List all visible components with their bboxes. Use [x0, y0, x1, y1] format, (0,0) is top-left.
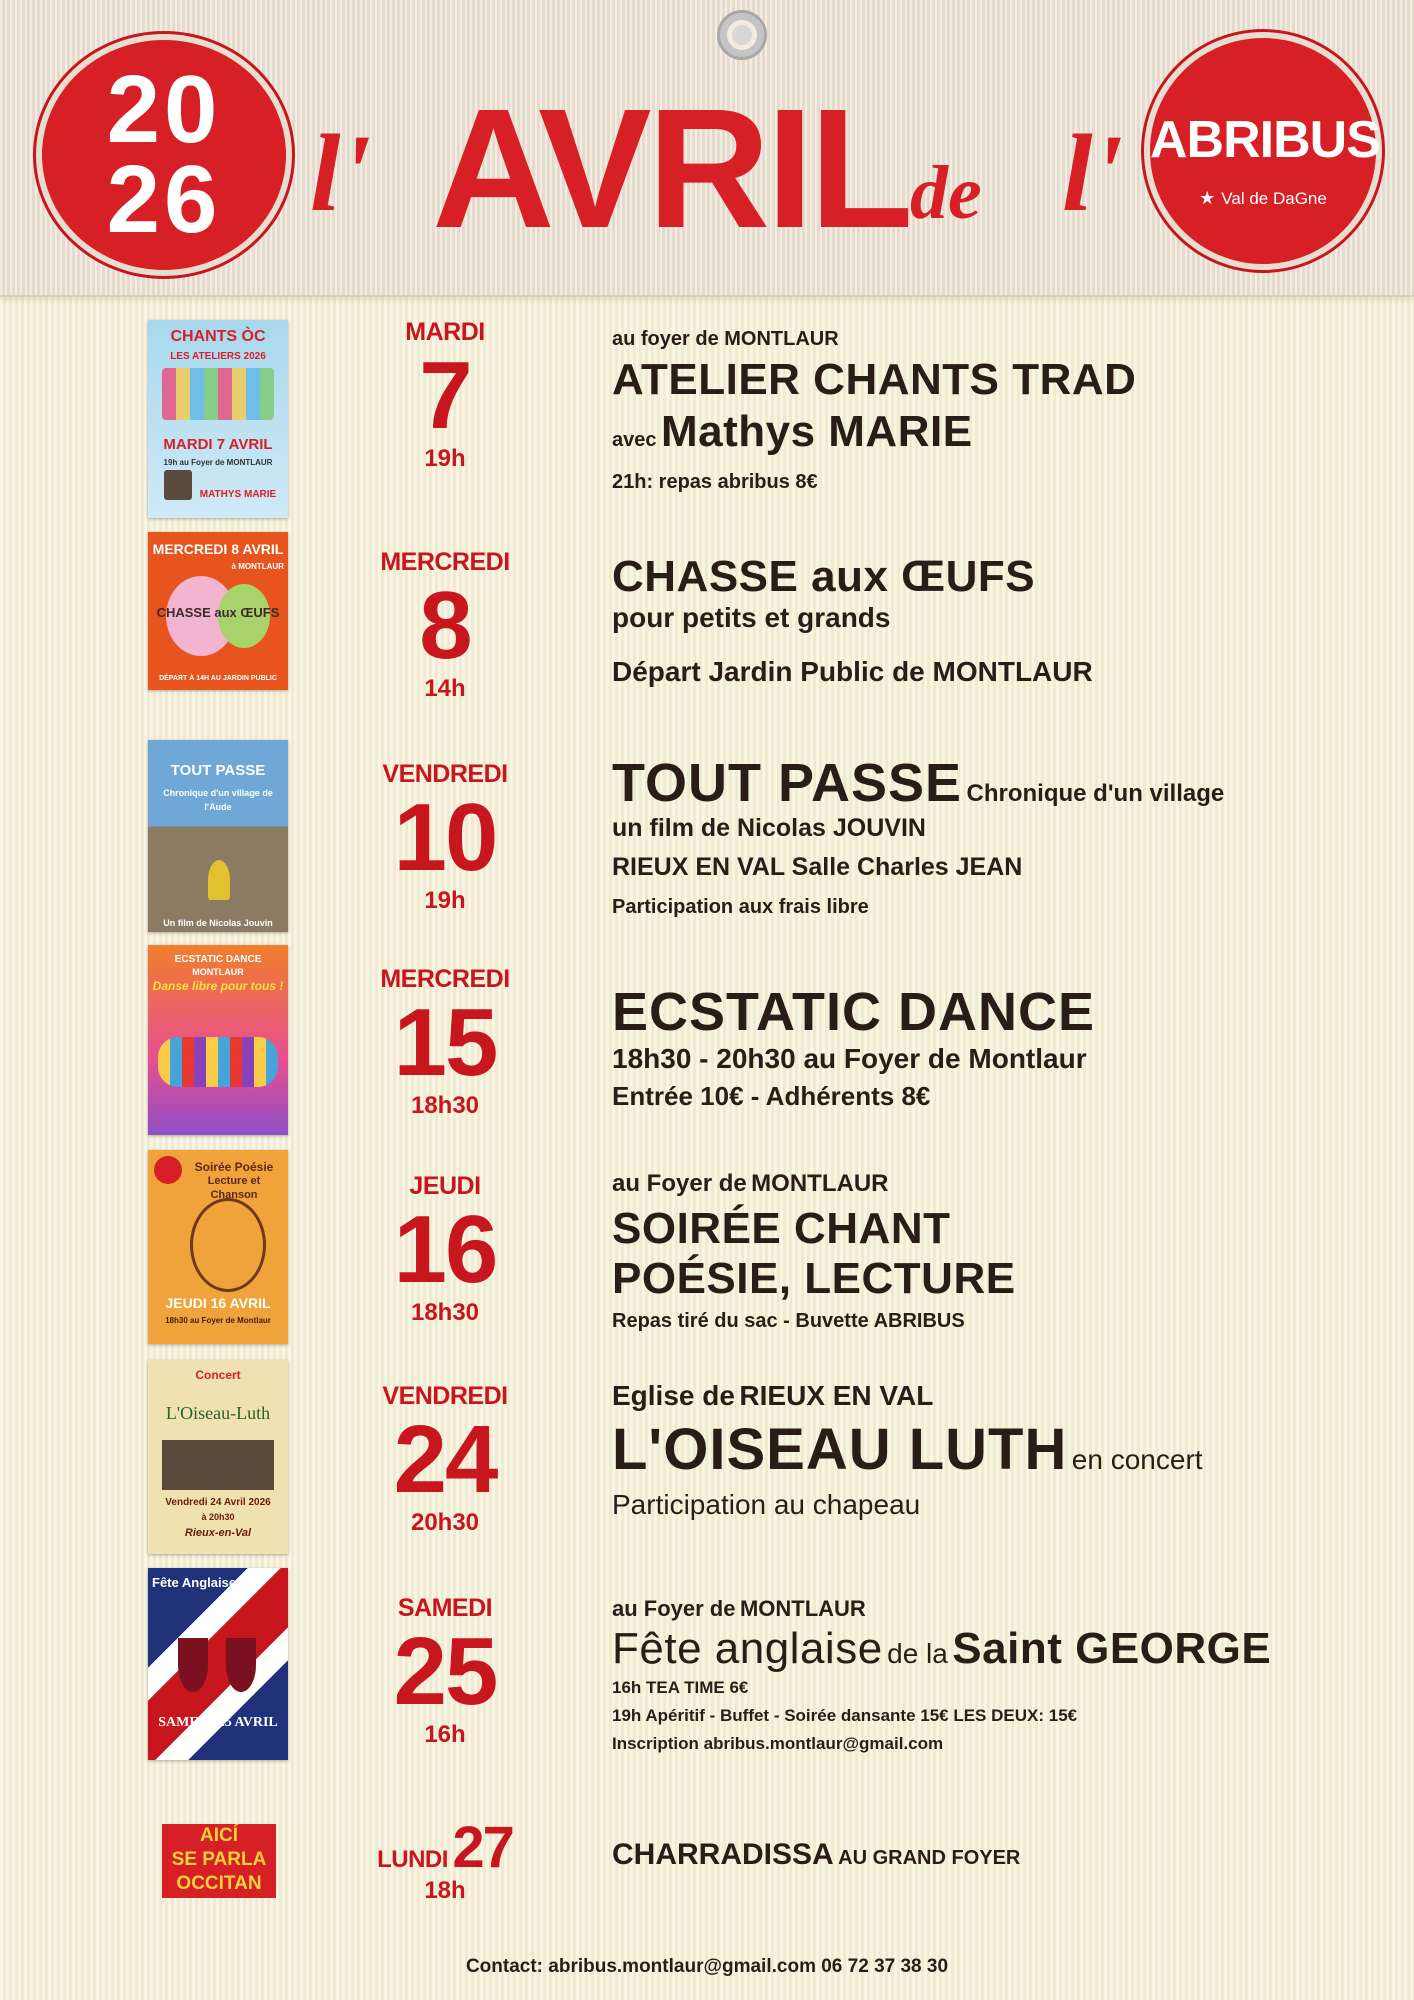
- event-date: [330, 318, 560, 472]
- event-venue: au Foyer de MONTLAUR: [612, 1596, 866, 1621]
- event-subtitle: AU GRAND FOYER: [838, 1847, 1021, 1869]
- event-date: [330, 1815, 560, 1904]
- hanging-ring-icon: [717, 10, 767, 60]
- event-day-number: 24: [393, 1406, 497, 1513]
- event-title-line: Fête anglaise de la Saint GEORGE: [612, 1624, 1272, 1673]
- abribus-logo: [1150, 38, 1380, 264]
- page-title: AVRIL: [432, 74, 910, 264]
- event-poster: Fête Anglaise SAMEDI 25 AVRIL: [148, 1568, 288, 1760]
- event-title: ATELIER CHANTS TRAD: [612, 355, 1137, 404]
- event-time: 18h: [424, 1877, 466, 1904]
- event-title-line: [612, 1838, 1392, 1872]
- event-weekday: MERCREDI: [380, 965, 510, 993]
- star-icon: ★: [1199, 188, 1216, 208]
- occitan-badge: AICÍ SE PARLA OCCITAN: [162, 1824, 276, 1898]
- event-date: [330, 548, 560, 702]
- event-date-line: LUNDI 27: [377, 1815, 513, 1880]
- event-venue: Eglise de RIEUX EN VAL: [612, 1380, 934, 1411]
- event-title: TOUT PASSE: [612, 753, 963, 813]
- logo-subtitle: ★ Val de DaGne: [1199, 188, 1327, 208]
- event-title-2: POÉSIE, LECTURE: [612, 1254, 1016, 1303]
- event-subtitle: Chronique d'un village: [966, 780, 1225, 807]
- event-title: CHASSE aux ŒUFS: [612, 552, 1036, 601]
- event-poster: Soirée Poésie Lecture et Chanson JEUDI 16 AVRIL 18h30 au Foyer de Montlaur: [148, 1150, 288, 1344]
- event-title-line: [612, 752, 1392, 814]
- event-date: [330, 965, 560, 1119]
- year-top: 20: [106, 56, 222, 163]
- event-poster: CHANTS ÒC LES ATELIERS 2026 MARDI 7 AVRIL 19h au Foyer de MONTLAUR MATHYS MARIE: [148, 320, 288, 518]
- event-date: [330, 760, 560, 914]
- event-title: CHARRADISSA: [612, 1838, 834, 1871]
- event-poster: Concert L'Oiseau-Luth Vendredi 24 Avril 2026 à 20h30 Rieux-en-Val: [148, 1360, 288, 1554]
- event-subtitle: pour petits et grands: [612, 602, 891, 633]
- event-details: [612, 1838, 1392, 1872]
- event-day-number: 10: [393, 784, 497, 891]
- footer-contact: Contact: abribus.montlaur@gmail.com 06 72 37 38 30: [465, 1956, 949, 1977]
- event-contact: Inscription abribus.montlaur@gmail.com: [612, 1734, 944, 1753]
- event-details: [612, 1170, 1392, 1333]
- event-day-number: 7: [419, 342, 471, 449]
- event-time: 19h: [424, 445, 466, 472]
- year-bottom: 26: [106, 146, 222, 253]
- event-day-number: 16: [393, 1196, 497, 1303]
- event-weekday: MERCREDI: [380, 548, 510, 576]
- event-date: [330, 1382, 560, 1536]
- event-weekday: VENDREDI: [382, 760, 508, 788]
- event-date: [330, 1172, 560, 1326]
- event-weekday: SAMEDI: [397, 1594, 493, 1622]
- event-guest: avec Mathys MARIE: [612, 407, 973, 456]
- event-day-number: 25: [393, 1618, 497, 1725]
- event-subtitle: en concert: [1071, 1444, 1203, 1475]
- logo-name: ABRIBUS: [1150, 111, 1380, 169]
- event-note: 16h TEA TIME 6€: [612, 1678, 749, 1697]
- event-poster: MERCREDI 8 AVRIL à MONTLAUR CHASSE aux ŒUFS DÉPART À 14H AU JARDIN PUBLIC: [148, 532, 288, 690]
- header-banner: [0, 0, 1414, 297]
- event-hours: 18h30 - 20h30 au Foyer de Montlaur: [612, 1043, 1087, 1074]
- event-note: 21h: repas abribus 8€: [612, 471, 818, 493]
- event-time: 14h: [424, 675, 466, 702]
- event-poster: TOUT PASSE Chronique d'un village de l'Aude Un film de Nicolas Jouvin: [148, 740, 288, 932]
- event-weekday: JEUDI: [409, 1172, 481, 1200]
- event-venue: au Foyer de MONTLAUR: [612, 1170, 889, 1197]
- event-time: 19h: [424, 887, 466, 914]
- event-venue: au foyer de MONTLAUR: [612, 328, 839, 350]
- event-weekday: MARDI: [405, 318, 485, 346]
- event-note: Repas tiré du sac - Buvette ABRIBUS: [612, 1310, 965, 1332]
- event-details: [612, 981, 1392, 1112]
- event-note-2: 19h Apéritif - Buffet - Soirée dansante 15€ LES DEUX: 15€: [612, 1706, 1078, 1725]
- event-title-line: [612, 1416, 1392, 1483]
- event-date: [330, 1594, 560, 1748]
- event-details: [612, 328, 1392, 494]
- title-de: de: [910, 151, 982, 235]
- event-weekday: VENDREDI: [382, 1382, 508, 1410]
- event-details: [612, 752, 1392, 919]
- event-note: Participation aux frais libre: [612, 896, 869, 918]
- event-time: 18h30: [410, 1299, 480, 1326]
- event-venue: RIEUX EN VAL Salle Charles JEAN: [612, 853, 1023, 881]
- event-title: L'OISEAU LUTH: [612, 1417, 1068, 1482]
- event-time: 18h30: [410, 1092, 480, 1119]
- event-title: ECSTATIC DANCE: [612, 982, 1095, 1042]
- event-time: 16h: [424, 1721, 466, 1748]
- event-price: Entrée 10€ - Adhérents 8€: [612, 1081, 931, 1111]
- event-time: 20h30: [410, 1509, 480, 1536]
- event-day-number: 8: [419, 572, 471, 679]
- event-note: Participation au chapeau: [612, 1489, 921, 1520]
- event-details: [612, 1596, 1392, 1754]
- year-badge: [42, 40, 286, 270]
- event-details: [612, 552, 1392, 688]
- event-title: SOIRÉE CHANT: [612, 1204, 951, 1253]
- event-title: Fête anglaise: [612, 1624, 883, 1673]
- event-details: [612, 1380, 1392, 1521]
- event-day-number: 15: [393, 989, 497, 1096]
- event-credit: un film de Nicolas JOUVIN: [612, 814, 926, 842]
- event-poster: ECSTATIC DANCE MONTLAUR Danse libre pour tous !: [148, 945, 288, 1135]
- event-venue: Départ Jardin Public de MONTLAUR: [612, 656, 1093, 687]
- title-article: l': [310, 112, 372, 234]
- title-article-2: l': [1062, 112, 1124, 234]
